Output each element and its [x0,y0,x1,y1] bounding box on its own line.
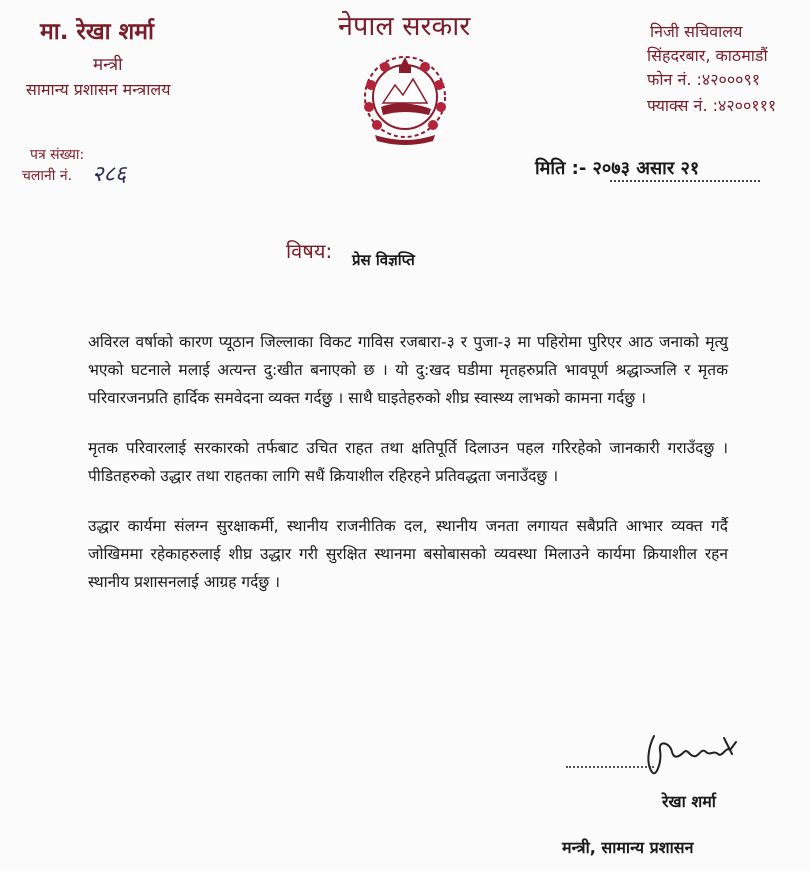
date-dotted-line [610,180,760,182]
nepal-emblem-icon [355,45,455,147]
subject-text: प्रेस विज्ञप्ति [352,251,415,269]
government-title: नेपाल सरकार [338,11,471,42]
body-paragraph-3: उद्धार कार्यमा संलग्न सुरक्षाकर्मी, स्थानीय राजनीतिक दल, स्थानीय जनता लगायत सबैप्रति आभार व्यक्त गर्दै जोखिममा रहेकाहरुलाई शीघ्र उद्धार गरी सुरक्षित स्थानमा बसोबासको व्यवस्था मिलाउने कार्यमा क्रियाशील रहन स्थानीय प्रशासनलाई आग्रह गर्दछु । [88,517,728,591]
subject-label: विषय: [286,239,333,263]
minister-title-header: मन्त्री [93,55,123,75]
fax-number: फ्याक्स नं. :४२००१११ [647,96,777,115]
dispatch-number-label: चलानी नं. [22,168,73,184]
letter-body [88,328,728,618]
signatory-name: रेखा शर्मा [662,792,716,811]
letter-number-label: पत्र संख्या: [30,147,85,163]
body-paragraph-1: अविरल वर्षाको कारण प्यूठान जिल्लाका विकट गाविस रजबारा-३ र पुजा-३ मा पहिरोमा पुरिएर आठ जनाको मृत्यु भएको घटनाले मलाई अत्यन्त दु:खीत बनाएको छ । यो दु:खद घडीमा मृतहरुप्रति भावपूर्ण श्रद्धाञ्जलि र मृतक परिवारजनप्रति हार्दिक समवेदना व्यक्त गर्दछु । साथै घाइतेहरुको शीघ्र स्वास्थ्य लाभको कामना गर्दछु । [88,333,728,407]
secretariat-label: निजी सचिवालय [650,22,743,41]
dispatch-number-handwritten: २८६ [92,162,127,187]
minister-name-header: मा. रेखा शर्मा [40,19,154,45]
handwritten-signature-icon [640,728,745,780]
phone-number: फोन नं. :४२०००९१ [647,70,761,89]
office-address: सिंहदरबार, काठमाडौं [647,46,768,65]
signatory-role: मन्त्री, सामान्य प्रशासन [562,838,694,857]
ministry-name-header: सामान्य प्रशासन मन्त्रालय [26,80,171,99]
letter-date: मिति :- २०७३ असार २१ [535,158,700,179]
body-paragraph-2: मृतक परिवारलाई सरकारको तर्फबाट उचित राहत तथा क्षतिपूर्ति दिलाउन पहल गरिरहेको जानकारी गराउँदछु । पीडितहरुको उद्धार तथा राहतका लागि सधैं क्रियाशील रहिरहने प्रतिवद्धता जनाउँदछु । [88,439,728,485]
